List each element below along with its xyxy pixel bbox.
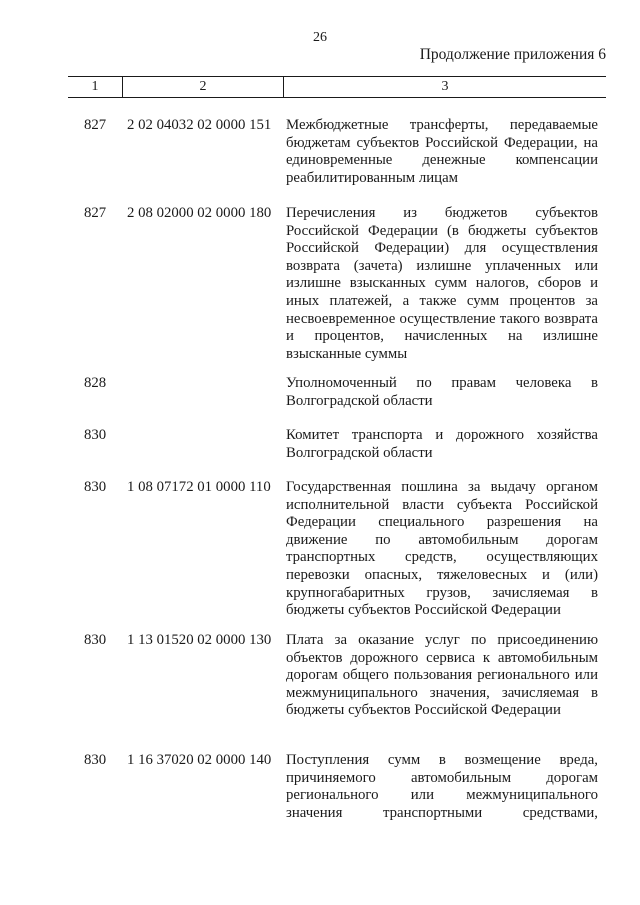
table-header bbox=[68, 76, 606, 98]
appendix-continuation-label: Продолжение приложения 6 bbox=[419, 46, 606, 63]
row-description: Уполномоченный по правам человека в Волгоградской области bbox=[286, 375, 598, 409]
row-description: Перечисления из бюджетов субъектов Российской Федерации (в бюджеты субъектов Российской Федерации) для осуществления возврата (зачета) излишне уплаченных или излишне взысканных сумм налогов, сборов и иных платежей, а также сумм процентов за несвоевременное осуществление такого возврата и процентов, начисленных на излишне взысканные суммы bbox=[286, 205, 598, 362]
admin-code: 828 bbox=[84, 375, 107, 391]
budget-classification-code: 1 13 01520 02 0000 130 bbox=[127, 632, 272, 648]
row-description: Поступления сумм в возмещение вреда, причиняемого автомобильным дорогам регионального или межмуниципального значения транспортными средствами, bbox=[286, 752, 598, 821]
header-col-2: 2 bbox=[123, 77, 284, 97]
admin-code: 827 bbox=[84, 205, 107, 221]
header-col-3: 3 bbox=[441, 79, 449, 94]
header-col-1: 1 bbox=[68, 77, 123, 97]
budget-classification-code: 2 02 04032 02 0000 151 bbox=[127, 117, 272, 133]
row-description: Межбюджетные трансферты, передаваемые бюджетам субъектов Российской Федерации, на единовременные денежные компенсации реабилитированным лицам bbox=[286, 117, 598, 186]
admin-code: 830 bbox=[84, 752, 107, 768]
budget-classification-code: 1 08 07172 01 0000 110 bbox=[127, 479, 271, 495]
page-number: 26 bbox=[313, 30, 327, 45]
admin-code: 827 bbox=[84, 117, 107, 133]
budget-classification-code: 2 08 02000 02 0000 180 bbox=[127, 205, 272, 221]
budget-classification-code: 1 16 37020 02 0000 140 bbox=[127, 752, 272, 768]
row-description: Государственная пошлина за выдачу органом исполнительной власти субъекта Российской Федерации специального разрешения на движение по автомобильным дорогам транспортных средств, осуществляющих перевозки опасных, тяжеловесных и (или) крупногабаритных грузов, зачисляемая в бюджеты субъектов Российской Федерации bbox=[286, 479, 598, 619]
row-description: Плата за оказание услуг по присоединению объектов дорожного сервиса к автомобильным дорогам общего пользования регионального или межмуниципального значения, зачисляемая в бюджеты субъектов Российской Федерации bbox=[286, 632, 598, 719]
admin-code: 830 bbox=[84, 427, 107, 443]
admin-code: 830 bbox=[84, 479, 107, 495]
row-description: Комитет транспорта и дорожного хозяйства Волгоградской области bbox=[286, 427, 598, 461]
admin-code: 830 bbox=[84, 632, 107, 648]
